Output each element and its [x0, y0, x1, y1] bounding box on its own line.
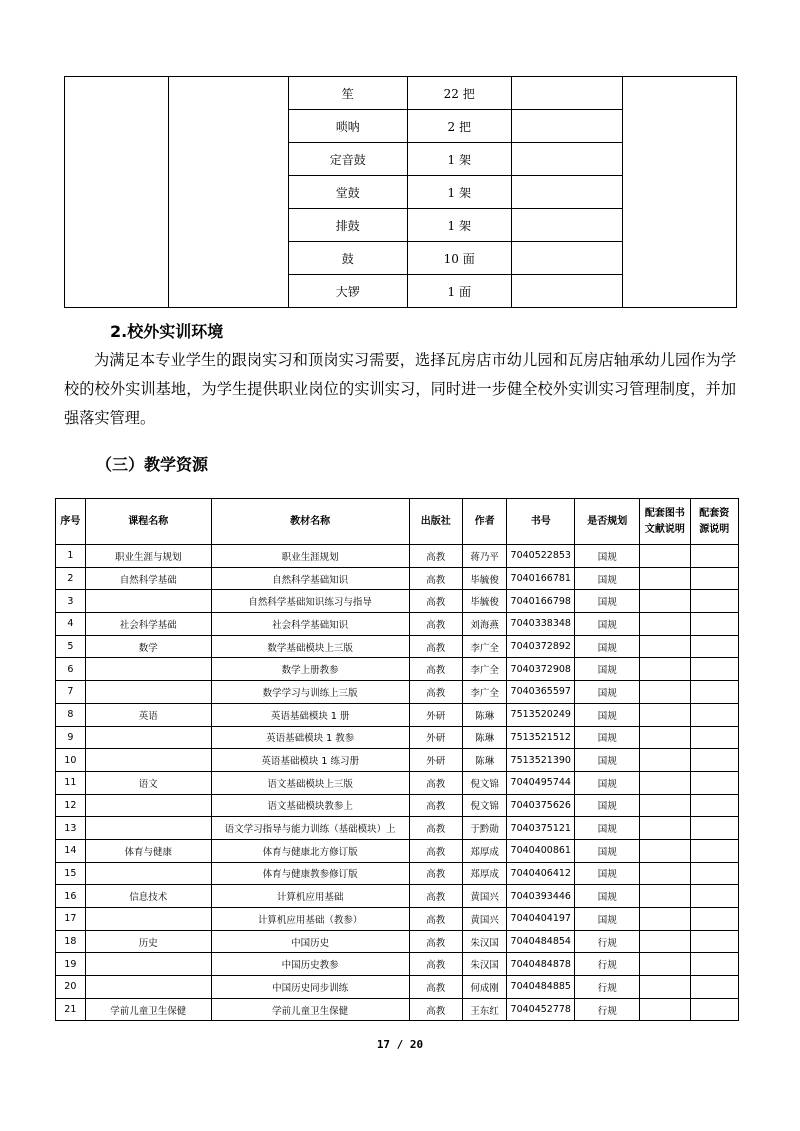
planned-status: 国规 [575, 613, 640, 636]
isbn: 7513520249 [507, 703, 575, 726]
planned-status: 国规 [575, 658, 640, 681]
publisher: 高教 [409, 998, 462, 1021]
isbn: 7040452778 [507, 998, 575, 1021]
resources-cell [690, 635, 738, 658]
course-name [85, 817, 211, 840]
header-planned: 是否规划 [575, 499, 640, 545]
course-name [85, 953, 211, 976]
publisher: 高教 [409, 817, 462, 840]
resources-cell [690, 908, 738, 931]
isbn: 7040375626 [507, 794, 575, 817]
instrument-empty-cell [511, 209, 622, 242]
instrument-quantity: 10 面 [407, 242, 511, 275]
publisher: 高教 [409, 908, 462, 931]
resources-cell [690, 817, 738, 840]
row-number: 7 [56, 681, 86, 704]
resources-cell [690, 885, 738, 908]
planned-status: 行规 [575, 930, 640, 953]
resources-cell [690, 998, 738, 1021]
resources-cell [690, 590, 738, 613]
docs-cell [640, 794, 690, 817]
instrument-quantity: 1 面 [407, 275, 511, 308]
author: 黄国兴 [462, 885, 506, 908]
instrument-name: 唢呐 [288, 110, 407, 143]
textbook-name: 学前儿童卫生保健 [211, 998, 409, 1021]
instrument-empty-cell [511, 143, 622, 176]
docs-cell [640, 953, 690, 976]
table-row [56, 794, 739, 817]
isbn: 7040522853 [507, 545, 575, 568]
resources-cell [690, 862, 738, 885]
planned-status: 国规 [575, 703, 640, 726]
table-row [56, 930, 739, 953]
isbn: 7040338348 [507, 613, 575, 636]
teaching-resources-table [55, 498, 739, 1021]
table-row [56, 658, 739, 681]
resources-cell [690, 794, 738, 817]
instrument-name: 排鼓 [288, 209, 407, 242]
resources-cell [690, 930, 738, 953]
docs-cell [640, 703, 690, 726]
author: 郑厚成 [462, 862, 506, 885]
instrument-quantity: 2 把 [407, 110, 511, 143]
header-resources [690, 499, 738, 545]
author: 毕毓俊 [462, 567, 506, 590]
resources-cell [690, 681, 738, 704]
docs-cell [640, 658, 690, 681]
author: 李广全 [462, 658, 506, 681]
resources-cell [690, 749, 738, 772]
isbn: 7513521512 [507, 726, 575, 749]
docs-cell [640, 635, 690, 658]
page-number: 17 / 20 [376, 1038, 424, 1051]
table-row [56, 862, 739, 885]
planned-status: 国规 [575, 545, 640, 568]
publisher: 高教 [409, 567, 462, 590]
table-row [56, 613, 739, 636]
course-name [85, 908, 211, 931]
course-name [85, 749, 211, 772]
instrument-empty-cell [511, 176, 622, 209]
docs-cell [640, 726, 690, 749]
row-number: 16 [56, 885, 86, 908]
planned-status: 国规 [575, 794, 640, 817]
course-name: 自然科学基础 [85, 567, 211, 590]
author: 于黔勋 [462, 817, 506, 840]
course-name: 体育与健康 [85, 839, 211, 862]
instrument-row [65, 77, 737, 110]
publisher: 外研 [409, 726, 462, 749]
instrument-table [64, 76, 737, 308]
textbook-name: 语文基础模块上三版 [211, 771, 409, 794]
publisher: 高教 [409, 613, 462, 636]
row-number: 8 [56, 703, 86, 726]
row-number: 6 [56, 658, 86, 681]
row-number: 21 [56, 998, 86, 1021]
course-name: 信息技术 [85, 885, 211, 908]
author: 郑厚成 [462, 839, 506, 862]
table-row [56, 998, 739, 1021]
textbook-name: 数学上册教参 [211, 658, 409, 681]
table-row [56, 545, 739, 568]
textbook-name: 体育与健康教参修订版 [211, 862, 409, 885]
table-row [56, 885, 739, 908]
table-row [56, 976, 739, 999]
planned-status: 国规 [575, 681, 640, 704]
docs-cell [640, 681, 690, 704]
table-row [56, 590, 739, 613]
isbn: 7040406412 [507, 862, 575, 885]
author: 朱汉国 [462, 930, 506, 953]
row-number: 19 [56, 953, 86, 976]
publisher: 高教 [409, 953, 462, 976]
isbn: 7040372892 [507, 635, 575, 658]
instrument-name: 鼓 [288, 242, 407, 275]
planned-status: 国规 [575, 862, 640, 885]
isbn: 7040166798 [507, 590, 575, 613]
author: 陈琳 [462, 726, 506, 749]
table-row [56, 567, 739, 590]
isbn: 7040484854 [507, 930, 575, 953]
docs-cell [640, 908, 690, 931]
instrument-empty-cell [511, 77, 622, 110]
header-res-line1: 配套资 [699, 507, 730, 519]
row-number: 20 [56, 976, 86, 999]
author: 何成刚 [462, 976, 506, 999]
isbn: 7040484885 [507, 976, 575, 999]
course-name: 数学 [85, 635, 211, 658]
table-row [56, 839, 739, 862]
instrument-quantity: 1 架 [407, 143, 511, 176]
course-name [85, 794, 211, 817]
isbn: 7040404197 [507, 908, 575, 931]
table-row [56, 817, 739, 840]
instrument-quantity: 1 架 [407, 176, 511, 209]
merged-category-cell [65, 77, 169, 308]
publisher: 高教 [409, 635, 462, 658]
resources-cell [690, 953, 738, 976]
table-row [56, 635, 739, 658]
planned-status: 国规 [575, 635, 640, 658]
author: 朱汉国 [462, 953, 506, 976]
header-docs [640, 499, 690, 545]
isbn: 7040166781 [507, 567, 575, 590]
header-book: 教材名称 [211, 499, 409, 545]
course-name [85, 590, 211, 613]
row-number: 15 [56, 862, 86, 885]
publisher: 外研 [409, 703, 462, 726]
planned-status: 国规 [575, 567, 640, 590]
planned-status: 国规 [575, 771, 640, 794]
table-row [56, 681, 739, 704]
course-name [85, 681, 211, 704]
textbook-name: 数学基础模块上三版 [211, 635, 409, 658]
header-no: 序号 [56, 499, 86, 545]
instrument-empty-cell [511, 275, 622, 308]
row-number: 10 [56, 749, 86, 772]
course-name: 语文 [85, 771, 211, 794]
textbook-name: 中国历史同步训练 [211, 976, 409, 999]
publisher: 高教 [409, 862, 462, 885]
header-course: 课程名称 [85, 499, 211, 545]
author: 陈琳 [462, 703, 506, 726]
docs-cell [640, 567, 690, 590]
isbn: 7040393446 [507, 885, 575, 908]
resources-cell [690, 567, 738, 590]
author: 倪文锦 [462, 794, 506, 817]
isbn: 7513521390 [507, 749, 575, 772]
course-name [85, 658, 211, 681]
table-header-row [56, 499, 739, 545]
resources-cell [690, 726, 738, 749]
publisher: 高教 [409, 681, 462, 704]
resources-cell [690, 703, 738, 726]
docs-cell [640, 545, 690, 568]
row-number: 13 [56, 817, 86, 840]
course-name [85, 726, 211, 749]
instrument-quantity: 22 把 [407, 77, 511, 110]
textbook-name: 自然科学基础知识 [211, 567, 409, 590]
row-number: 1 [56, 545, 86, 568]
docs-cell [640, 976, 690, 999]
publisher: 高教 [409, 545, 462, 568]
docs-cell [640, 885, 690, 908]
author: 陈琳 [462, 749, 506, 772]
docs-cell [640, 862, 690, 885]
header-docs-line1: 配套图书 [644, 507, 685, 519]
textbook-name: 计算机应用基础（教参） [211, 908, 409, 931]
course-name: 历史 [85, 930, 211, 953]
planned-status: 国规 [575, 885, 640, 908]
isbn: 7040495744 [507, 771, 575, 794]
docs-cell [640, 998, 690, 1021]
author: 李广全 [462, 635, 506, 658]
resources-cell [690, 839, 738, 862]
textbook-name: 自然科学基础知识练习与指导 [211, 590, 409, 613]
resources-cell [690, 976, 738, 999]
instrument-name: 堂鼓 [288, 176, 407, 209]
publisher: 高教 [409, 771, 462, 794]
course-name: 学前儿童卫生保健 [85, 998, 211, 1021]
planned-status: 国规 [575, 839, 640, 862]
planned-status: 行规 [575, 976, 640, 999]
publisher: 高教 [409, 885, 462, 908]
author: 李广全 [462, 681, 506, 704]
textbook-name: 英语基础模块 1 练习册 [211, 749, 409, 772]
header-publisher: 出版社 [409, 499, 462, 545]
row-number: 11 [56, 771, 86, 794]
course-name: 社会科学基础 [85, 613, 211, 636]
publisher: 外研 [409, 749, 462, 772]
section-paragraph: 为满足本专业学生的跟岗实习和顶岗实习需要，选择瓦房店市幼儿园和瓦房店轴承幼儿园作为学校的校外实训基地，为学生提供职业岗位的实训实习，同时进一步健全校外实训实习管理制度，并加强落实管理。 [64, 351, 736, 427]
isbn: 7040484878 [507, 953, 575, 976]
textbook-name: 语文基础模块教参上 [211, 794, 409, 817]
resources-cell [690, 545, 738, 568]
publisher: 高教 [409, 976, 462, 999]
docs-cell [640, 771, 690, 794]
header-docs-line2: 文献说明 [644, 523, 685, 535]
instrument-name: 大锣 [288, 275, 407, 308]
instrument-empty-cell [511, 242, 622, 275]
textbook-name: 数学学习与训练上三版 [211, 681, 409, 704]
author: 王东红 [462, 998, 506, 1021]
isbn: 7040372908 [507, 658, 575, 681]
table-row [56, 953, 739, 976]
author: 刘海燕 [462, 613, 506, 636]
instrument-name: 笙 [288, 77, 407, 110]
textbook-name: 社会科学基础知识 [211, 613, 409, 636]
course-name [85, 862, 211, 885]
isbn: 7040375121 [507, 817, 575, 840]
table-row [56, 908, 739, 931]
header-isbn: 书号 [507, 499, 575, 545]
row-number: 2 [56, 567, 86, 590]
teaching-resources-heading: （三）教学资源 [96, 455, 209, 474]
resources-cell [690, 771, 738, 794]
textbook-name: 体育与健康北方修订版 [211, 839, 409, 862]
row-number: 17 [56, 908, 86, 931]
docs-cell [640, 749, 690, 772]
publisher: 高教 [409, 839, 462, 862]
textbook-name: 中国历史 [211, 930, 409, 953]
textbook-name: 英语基础模块 1 册 [211, 703, 409, 726]
publisher: 高教 [409, 930, 462, 953]
textbook-name: 语文学习指导与能力训练（基础模块）上 [211, 817, 409, 840]
planned-status: 国规 [575, 817, 640, 840]
course-name [85, 976, 211, 999]
table-row [56, 771, 739, 794]
course-name: 英语 [85, 703, 211, 726]
textbook-name: 计算机应用基础 [211, 885, 409, 908]
docs-cell [640, 839, 690, 862]
publisher: 高教 [409, 794, 462, 817]
author: 蒋乃平 [462, 545, 506, 568]
table-row [56, 726, 739, 749]
planned-status: 行规 [575, 953, 640, 976]
textbook-name: 英语基础模块 1 教参 [211, 726, 409, 749]
row-number: 9 [56, 726, 86, 749]
row-number: 5 [56, 635, 86, 658]
isbn: 7040365597 [507, 681, 575, 704]
row-number: 3 [56, 590, 86, 613]
table-row [56, 749, 739, 772]
header-res-line2: 源说明 [699, 523, 730, 535]
row-number: 14 [56, 839, 86, 862]
planned-status: 国规 [575, 590, 640, 613]
planned-status: 国规 [575, 908, 640, 931]
instrument-name: 定音鼓 [288, 143, 407, 176]
row-number: 12 [56, 794, 86, 817]
textbook-name: 中国历史教参 [211, 953, 409, 976]
row-number: 4 [56, 613, 86, 636]
publisher: 高教 [409, 590, 462, 613]
resources-cell [690, 658, 738, 681]
author: 毕毓俊 [462, 590, 506, 613]
row-number: 18 [56, 930, 86, 953]
planned-status: 行规 [575, 998, 640, 1021]
header-author: 作者 [462, 499, 506, 545]
docs-cell [640, 590, 690, 613]
table-row [56, 703, 739, 726]
isbn: 7040400861 [507, 839, 575, 862]
planned-status: 国规 [575, 726, 640, 749]
docs-cell [640, 817, 690, 840]
instrument-empty-cell [511, 110, 622, 143]
docs-cell [640, 613, 690, 636]
merged-remarks-cell [623, 77, 737, 308]
publisher: 高教 [409, 658, 462, 681]
course-name: 职业生涯与规划 [85, 545, 211, 568]
merged-room-cell [169, 77, 289, 308]
author: 黄国兴 [462, 908, 506, 931]
planned-status: 国规 [575, 749, 640, 772]
docs-cell [640, 930, 690, 953]
resources-cell [690, 613, 738, 636]
author: 倪文锦 [462, 771, 506, 794]
instrument-quantity: 1 架 [407, 209, 511, 242]
textbook-name: 职业生涯规划 [211, 545, 409, 568]
section-heading: 2.校外实训环境 [110, 322, 224, 341]
